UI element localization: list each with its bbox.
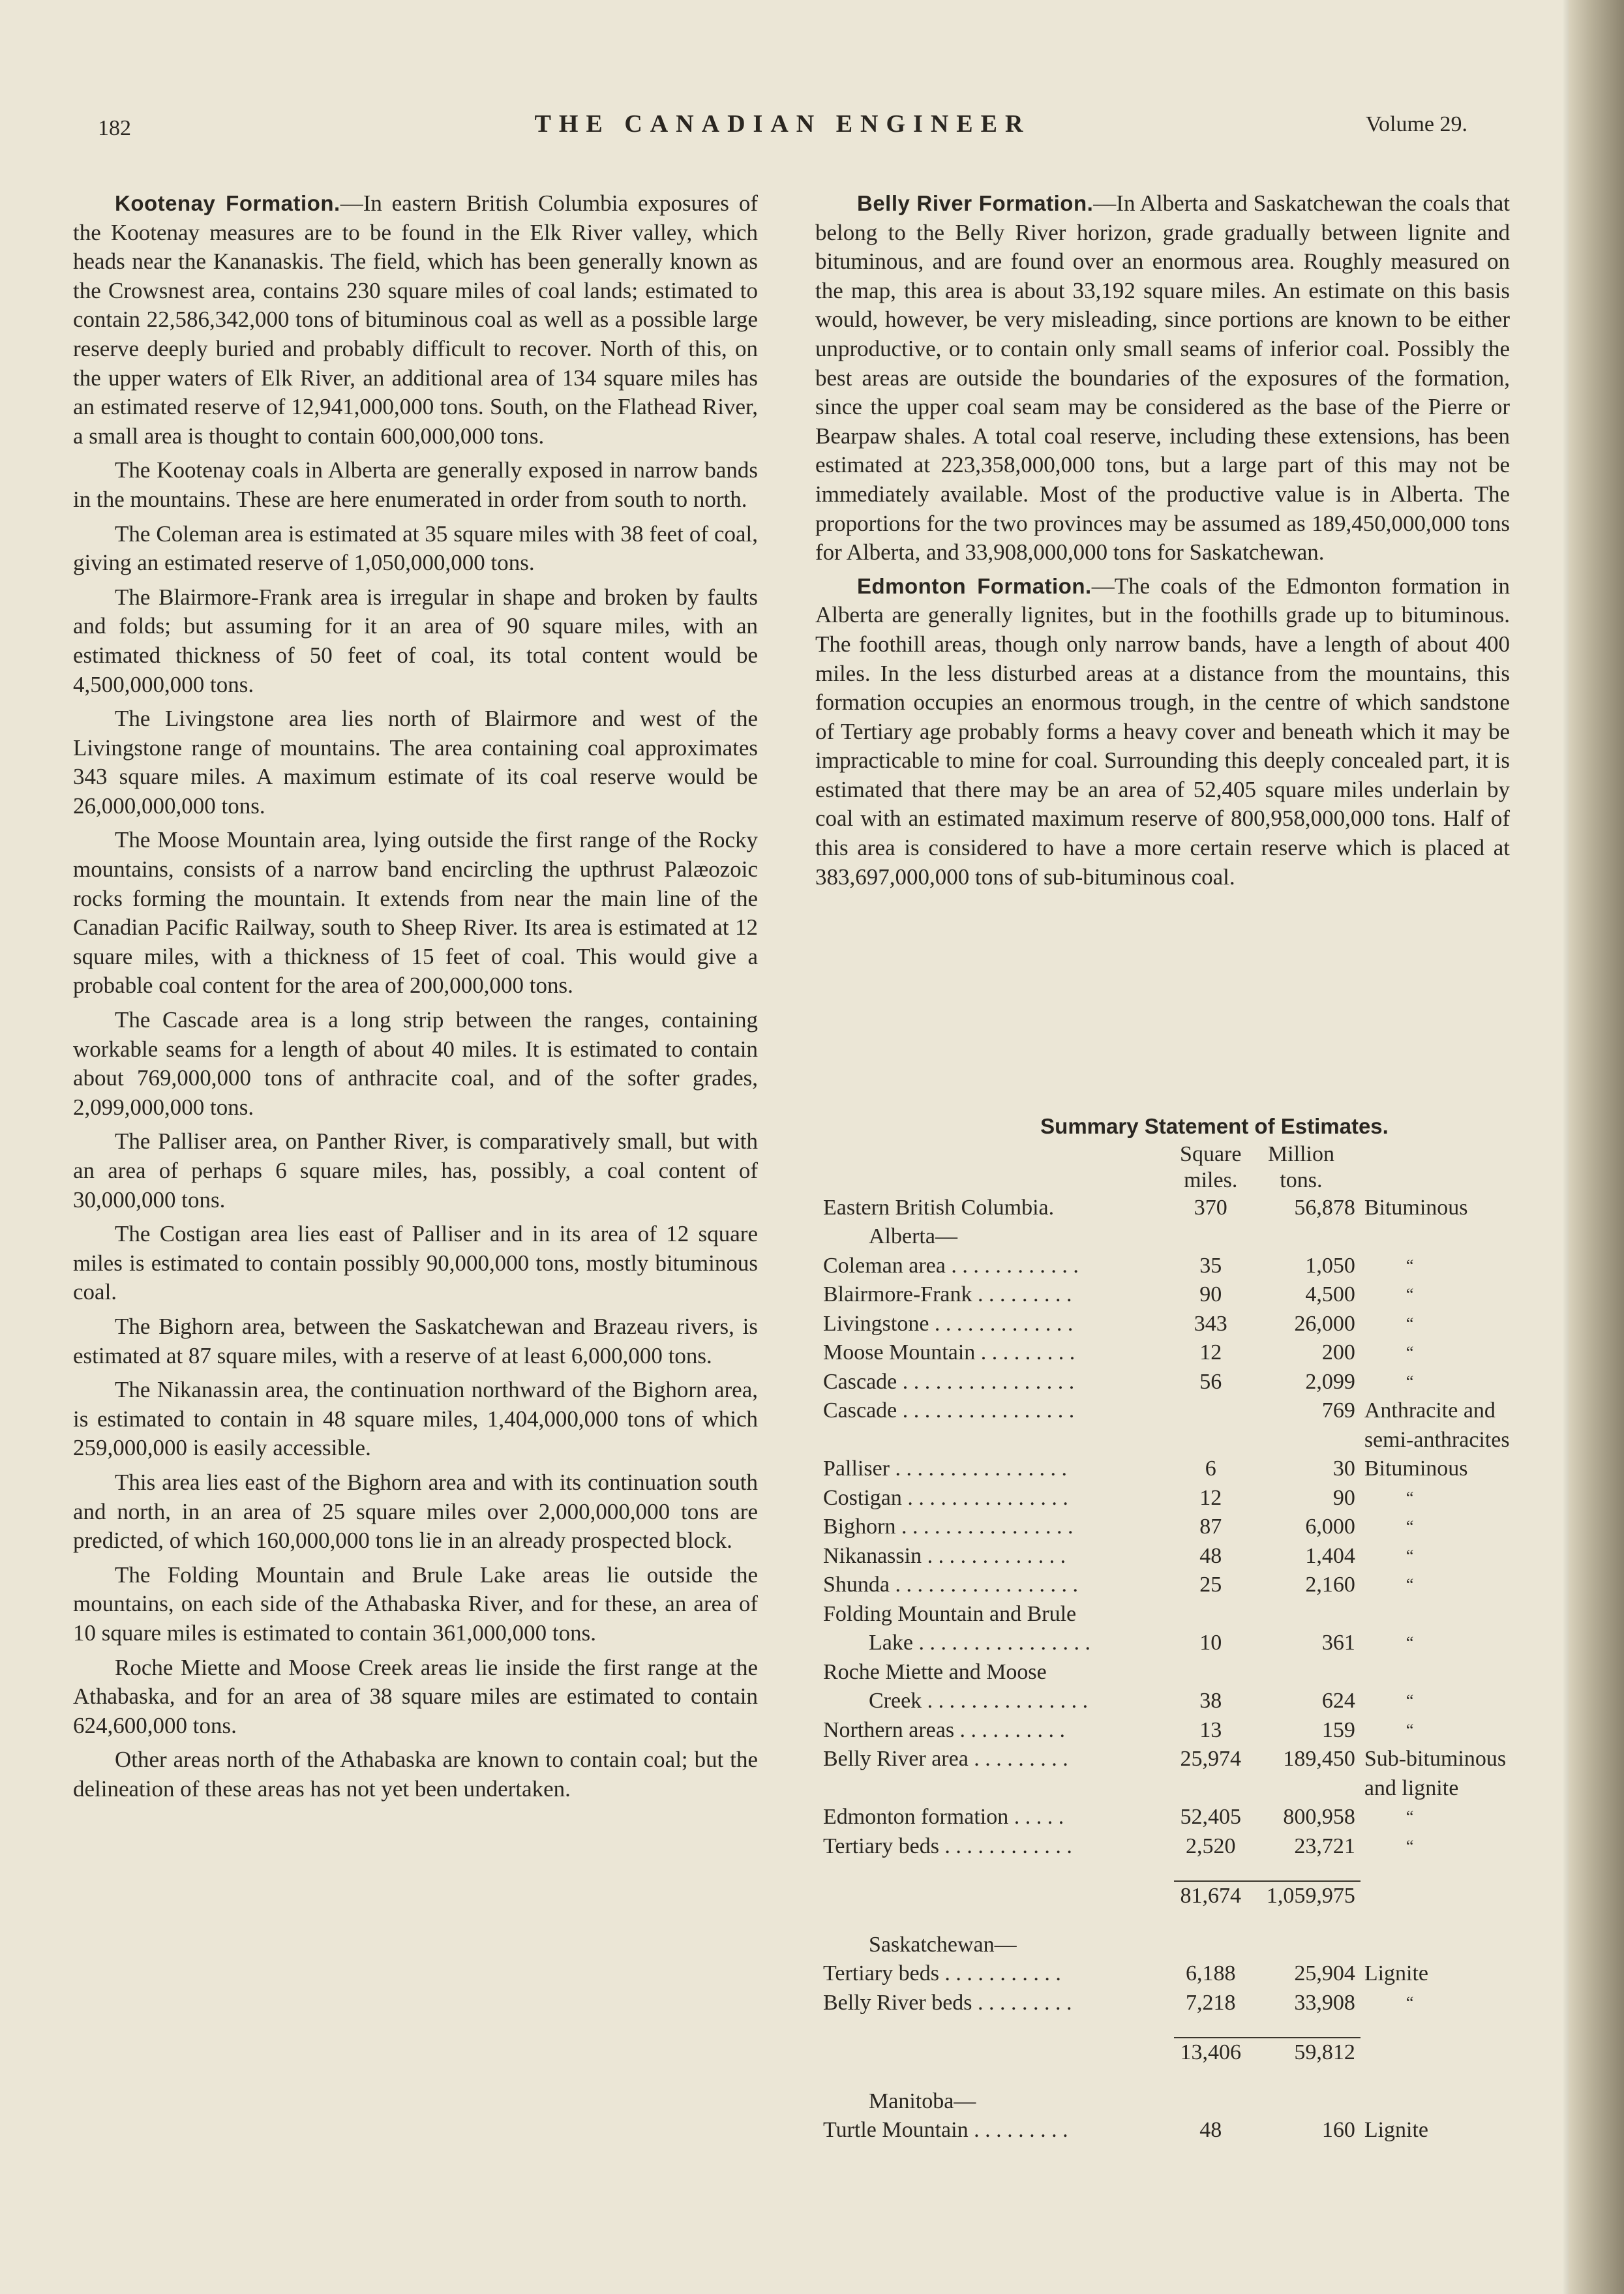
table-row: Palliser . . . . . . . . . . . . . . . . 6 30 Bituminous (823, 1456, 1468, 1481)
running-header (98, 110, 1467, 149)
paragraph: The Folding Mountain and Brule Lake areas lie outside the mountains, on each side of the Athabaska River, and for these, an area of 10 square miles is estimated to contain 361,000,000 tons. (73, 1562, 758, 1646)
table-row: Coleman area . . . . . . . . . . . . 35 1,050 “ (823, 1253, 1414, 1278)
paragraph: Edmonton Formation.—The coals of the Edmonton formation in Alberta are generally lignites, but in the foothills grade up to bituminous. The foothill areas, though only narrow bands, have a length of about 400 miles. In the less disturbed areas at a distance from the mountains, this formation occupies an enormous trough, in the centre of which sandstone of Tertiary age probably forms a heavy cover and beneath which it may be impracticable to mine for coal. Surrounding this deeply concealed part, it is estimated that there may be an area of 52,405 square miles underlain by coal with an estimated maximum reserve of 800,958,000,000 tons. Half of this area is considered to have a more certain reserve which is placed at 383,697,000,000 tons of sub-bituminous coal. (815, 573, 1511, 890)
paragraph: The Moose Mountain area, lying outside the first range of the Rocky mountains, consists of a narrow band encircling the upthrust Palæozoic rocks forming the mountain. It extends from near the main line of the Canadian Pacific Railway, south to Sheep River. Its area is estimated at 12 square miles, with a thickness of 15 feet of coal. This would give a probable coal content for the area of 200,000,000 tons. (73, 827, 758, 999)
table-row: Belly River beds . . . . . . . . . 7,218 33,908 “ (823, 1990, 1414, 2015)
group-label-row: Saskatchewan— (869, 1932, 1017, 1957)
binding-gutter (1569, 0, 1624, 2294)
paragraph: The Palliser area, on Panther River, is comparatively small, but with an area of perhaps 6 square miles, has, possibly, a coal content of 30,000,000 tons. (73, 1128, 758, 1213)
summary-table-block (823, 1112, 1527, 2145)
table-row: Bighorn . . . . . . . . . . . . . . . . 87 6,000 “ (823, 1515, 1414, 1539)
paragraph: The Livingstone area lies north of Blairmore and west of the Livingstone range of mountains. The area containing coal approximates 343 square miles. A maximum estimate of its coal reserve would be 26,000,000,000 tons. (73, 706, 758, 819)
group-label-row: Alberta— (869, 1224, 957, 1248)
section-heading: Belly River Formation. (857, 191, 1094, 215)
paragraph: Belly River Formation.—In Alberta and Saskatchewan the coals that belong to the Belly River horizon, grade gradually between lignite and bituminous, and are found over an enormous area. Roughly measured on the map, this area is about 33,192 square miles. An estimate on this basis would, however, be very misleading, since portions are known to be either unproductive, or to contain only small seams of inferior coal. Possibly the best areas are outside the boundaries of the exposures of the formation, since the upper coal seam may be considered as the base of the Pierre or Bearpaw shales. A total coal reserve, including these extensions, has been estimated at 223,358,000,000 tons, but a large part of this may not be immediately available. Most of the productive value is in Alberta. The proportions for the two provinces may be assumed as 189,450,000,000 tons for Alberta, and 33,908,000,000 tons for Saskatchewan. (815, 190, 1511, 566)
table-row: Tertiary beds . . . . . . . . . . . . 2,520 23,721 “ (823, 1834, 1414, 1858)
paragraph: Roche Miette and Moose Creek areas lie inside the first range at the Athabaska, and for an area of 38 square miles are estimated to contain 624,600,000 tons. (73, 1654, 758, 1738)
table-row: Cascade . . . . . . . . . . . . . . . . 769 Anthracite and semi-anthracites (823, 1398, 1510, 1452)
group-label-row: Manitoba— (869, 2089, 976, 2113)
table-row: Moose Mountain . . . . . . . . . 12 200 “ (823, 1340, 1414, 1365)
paragraph: The Cascade area is a long strip between the ranges, containing workable seams for a length of about 40 miles. It is estimated to contain about 769,000,000 tons of anthracite coal, and of the softer grades, 2,099,000,000 tons. (73, 1007, 758, 1120)
table-row: Tertiary beds . . . . . . . . . . . 6,188 25,904 Lignite (823, 1961, 1429, 1985)
total-row: 13,406 59,812 (1180, 2040, 1355, 2064)
paragraph: The Nikanassin area, the continuation northward of the Bighorn area, is estimated to contain in 48 square miles, 1,404,000,000 tons of which 259,000,000 is easily accessible. (73, 1377, 758, 1461)
estimates-table (823, 1141, 1527, 2145)
section-heading: Edmonton Formation. (857, 573, 1092, 598)
paragraph: The Costigan area lies east of Palliser and in its area of 12 square miles is estimated to contain possibly 90,000,000 tons, mostly bituminous coal. (73, 1221, 758, 1305)
table-row: Cascade . . . . . . . . . . . . . . . . 56 2,099 “ (823, 1369, 1414, 1394)
table-row: Northern areas . . . . . . . . . . 13 159 “ (823, 1717, 1414, 1742)
paragraph: Kootenay Formation.—In eastern British Columbia exposures of the Kootenay measures are to be found in the Elk River valley, which heads near the Kananaskis. The field, which has been generally known as the Crowsnest area, contains 230 square miles of coal lands; estimated to contain 22,586,342,000 tons of bituminous coal as well as a possible large reserve deeply buried and probably difficult to recover. North of this, on the upper waters of Elk River, an additional area of 134 square miles has an estimated reserve of 12,941,000,000 tons. South, on the Flathead River, a small area is thought to contain 600,000,000 tons. (73, 190, 758, 449)
table-header-row (823, 1141, 1527, 1168)
table-row: Blairmore-Frank . . . . . . . . . 90 4,500 “ (823, 1282, 1414, 1306)
paragraph: The Blairmore-Frank area is irregular in shape and broken by faults and folds; but assuming for it an area of 90 square miles, with an estimated thickness of 50 feet of coal, its total content would be 4,500,000,000 tons. (73, 584, 758, 697)
volume-label: Volume 29. (1365, 112, 1467, 136)
total-row: 81,674 1,059,975 (1180, 1884, 1355, 1908)
left-column (73, 189, 758, 1809)
journal-title: THE CANADIAN ENGINEER (534, 110, 1031, 138)
table-row: Folding Mountain and Brule (823, 1601, 1077, 1626)
paragraph: The Coleman area is estimated at 35 square miles with 38 feet of coal, giving an estimated reserve of 1,050,000,000 tons. (73, 521, 758, 576)
table-row: Turtle Mountain . . . . . . . . . 48 160 Lignite (823, 2118, 1429, 2142)
table-row: Eastern British Columbia. 370 56,878 Bituminous (823, 1195, 1468, 1220)
paragraph: The Bighorn area, between the Saskatchewan and Brazeau rivers, is estimated at 87 square miles, with a reserve of at least 6,000,000 tons. (73, 1313, 758, 1368)
table-row: Lake . . . . . . . . . . . . . . . . 10 361 “ (869, 1631, 1414, 1655)
total-rule (823, 1861, 1527, 1881)
right-column (815, 189, 1510, 896)
table-row: Livingstone . . . . . . . . . . . . . 343 26,000 “ (823, 1311, 1414, 1336)
table-row: Roche Miette and Moose (823, 1659, 1047, 1684)
column-header: Square (1180, 1141, 1242, 1166)
section-heading: Kootenay Formation. (115, 191, 340, 215)
table-row: Creek . . . . . . . . . . . . . . . 38 624 “ (869, 1689, 1414, 1713)
column-header: Million (1267, 1141, 1334, 1166)
table-row: Costigan . . . . . . . . . . . . . . . 12 90 “ (823, 1485, 1414, 1510)
column-header: tons. (1280, 1168, 1323, 1192)
total-rule (823, 2017, 1527, 2038)
table-header-row (823, 1168, 1527, 1194)
column-header: miles. (1184, 1168, 1238, 1192)
table-row: Nikanassin . . . . . . . . . . . . . 48 1,404 “ (823, 1543, 1414, 1568)
paragraph: Other areas north of the Athabaska are known to contain coal; but the delineation of these areas has not yet been undertaken. (73, 1747, 758, 1802)
paragraph: The Kootenay coals in Alberta are generally exposed in narrow bands in the mountains. These are here enumerated in order from south to north. (73, 457, 758, 512)
page-number: 182 (98, 116, 131, 140)
paragraph: This area lies east of the Bighorn area and with its continuation south and north, in an area of 25 square miles over 2,000,000,000 tons are predicted, of which 160,000,000 tons lie in an already prospected block. (73, 1469, 758, 1554)
table-title: Summary Statement of Estimates. (1040, 1114, 1389, 1138)
table-row: Edmonton formation . . . . . 52,405 800,958 “ (823, 1805, 1414, 1829)
table-row: Shunda . . . . . . . . . . . . . . . . . 25 2,160 “ (823, 1573, 1414, 1597)
table-row: Belly River area . . . . . . . . . 25,974 189,450 Sub-bituminous and lignite (823, 1747, 1507, 1800)
